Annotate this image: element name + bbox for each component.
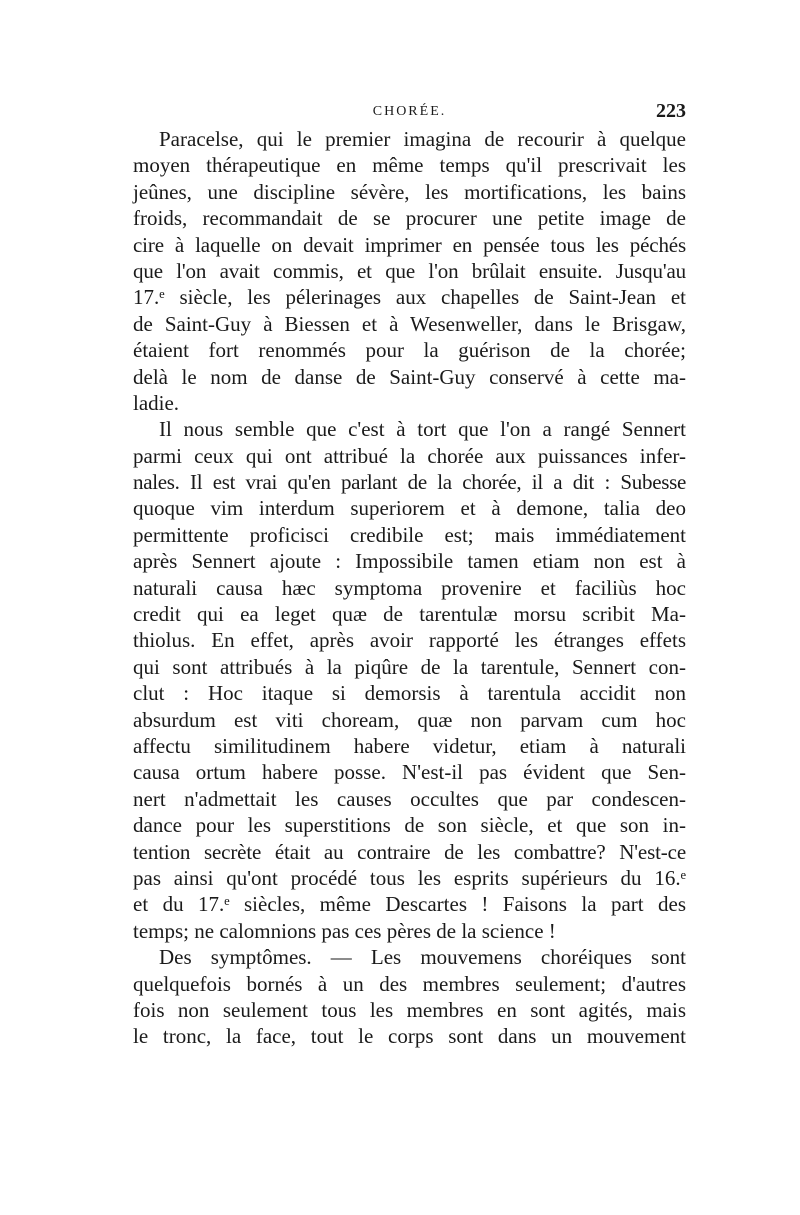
text-line: pas ainsi qu'ont procédé tous les esprits supérieurs du 16.ᵉ: [133, 865, 686, 890]
text-line: ladie.: [133, 390, 180, 415]
text-line: absurdum est viti choream, quæ non parvam cum hoc: [133, 707, 686, 732]
text-line: étaient fort renommés pour la guérison de la chorée;: [133, 338, 686, 363]
text-line: fois non seulement tous les membres en sont agités, mais: [133, 997, 686, 1022]
text-line: jeûnes, une discipline sévère, les mortifications, les bains: [133, 179, 686, 204]
text-line: 17.ᵉ siècle, les pélerinages aux chapelles de Saint-Jean et: [133, 285, 686, 310]
text-line: qui sont attribués à la piqûre de la tarentule, Sennert con-: [133, 654, 686, 679]
text-line: naturali causa hæc symptoma provenire et faciliùs hoc: [133, 575, 686, 600]
text-line: nert n'admettait les causes occultes que par condescen-: [133, 786, 686, 811]
paragraph-sennert: [133, 416, 686, 944]
text-line: tention secrète était au contraire de les combattre? N'est-ce: [133, 839, 686, 864]
text-line: après Sennert ajoute : Impossibile tamen etiam non est à: [133, 549, 686, 574]
body-text: [133, 126, 686, 1050]
running-title: CHORÉE.: [372, 104, 447, 119]
text-line: dance pour les superstitions de son siècle, et que son in-: [133, 813, 686, 838]
paragraph-symptomes: [133, 944, 686, 1050]
text-line: permittente proficisci credibile est; mais immédiatement: [133, 522, 686, 547]
text-line: delà le nom de danse de Saint-Guy conservé à cette ma-: [133, 364, 686, 389]
text-line: le tronc, la face, tout le corps sont dans un mouvement: [133, 1024, 686, 1049]
text-line: affectu similitudinem habere videtur, etiam à naturali: [133, 733, 686, 758]
text-line: Paracelse, qui le premier imagina de recourir à quelque: [159, 127, 686, 151]
text-line: froids, recommandait de se procurer une petite image de: [133, 206, 686, 231]
text-line: Des symptômes. — Les mouvemens choréiques sont: [159, 945, 686, 970]
text-line: temps; ne calomnions pas ces pères de la science !: [133, 918, 556, 943]
text-line: Il nous semble que c'est à tort que l'on a rangé Sennert: [159, 417, 686, 442]
text-line: causa ortum habere posse. N'est-il pas évident que Sen-: [133, 760, 686, 785]
paragraph-paracelse: [133, 126, 686, 416]
text-line: de Saint-Guy à Biessen et à Wesenweller, dans le Brisgaw,: [133, 311, 686, 336]
text-line: cire à laquelle on devait imprimer en pensée tous les péchés: [133, 232, 686, 257]
text-line: que l'on avait commis, et que l'on brûlait ensuite. Jusqu'au: [133, 258, 686, 283]
running-head: [133, 100, 686, 124]
text-line: moyen thérapeutique en même temps qu'il prescrivait les: [133, 153, 686, 178]
page-number: 223: [656, 100, 686, 122]
text-line: clut : Hoc itaque si demorsis à tarentula accidit non: [133, 681, 686, 706]
text-line: parmi ceux qui ont attribué la chorée aux puissances infer-: [133, 443, 686, 468]
text-line: et du 17.ᵉ siècles, même Descartes ! Faisons la part des: [133, 892, 686, 917]
text-line: quoque vim interdum superiorem et à demone, talia deo: [133, 496, 686, 521]
text-line: credit qui ea leget quæ de tarentulæ morsu scribit Ma-: [133, 602, 686, 627]
text-line: thiolus. En effet, après avoir rapporté les étranges effets: [133, 628, 686, 653]
text-line: quelquefois bornés à un des membres seulement; d'autres: [133, 971, 686, 996]
text-line: nales. Il est vrai qu'en parlant de la chorée, il a dit : Subesse: [133, 470, 686, 495]
